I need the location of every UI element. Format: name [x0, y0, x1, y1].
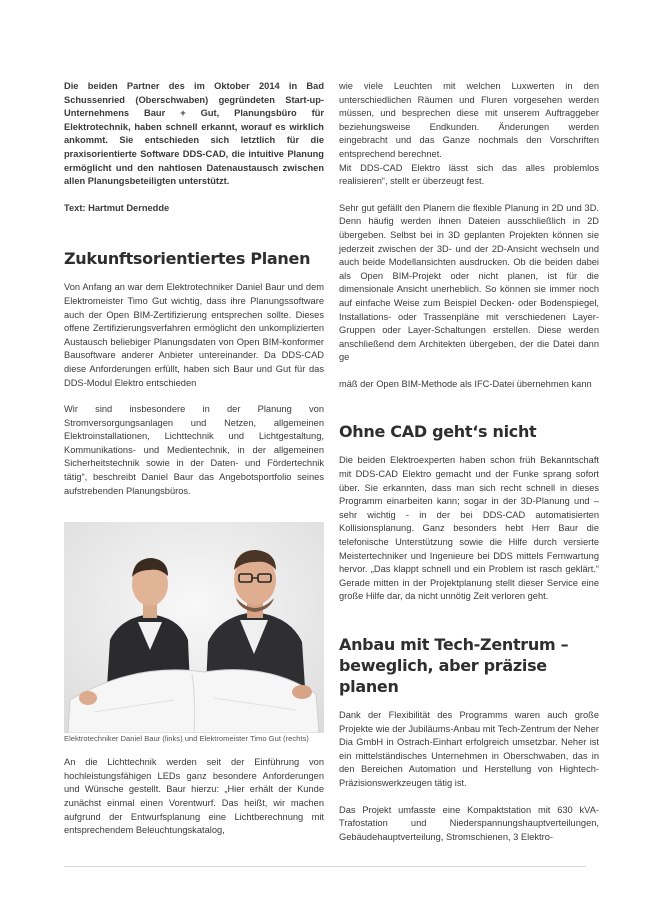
- body-paragraph: An die Lichttechnik werden seit der Einführung von hochleistungsfähigen LEDs ganz besondere Anforderungen und Wünsche gestellt. Baur hierzu: „Hier erhält der Kunde zunächst einmal einen Vorentwurf. Das heißt, wir machen aufgrund der Entwurfsplanung eine Lichtberechnung mit entsprechendem Beleuchtungskatalog,: [64, 757, 324, 836]
- right-column: [339, 80, 599, 844]
- heading-anbau-line1: Anbau mit Tech-Zentrum –: [339, 635, 569, 654]
- intro-paragraph: Die beiden Partner des im Oktober 2014 in Bad Schussenried (Oberschwaben) gegründeten Start-up-Unternehmens Baur + Gut, Planungsbüro für Elektrotechnik, haben schnell erkannt, worauf es wirklich ankommt. Sie entschieden sich letztlich für die praxisorientierte Software DDS-CAD, die intuitive Planung ermöglicht und den nahtlosen Datenaustausch zwischen allen Planungsbeteiligten unterstützt.: [64, 81, 324, 187]
- body-paragraph: Wir sind insbesondere in der Planung von Stromversorgungsanlagen und Netzen, allgemeinen Elektroinstallationen, Lichttechnik und Lichtgestaltung, Kommunikations- und Medientechnik, in der allgemeinen Sicherheitstechnik sowie in der Daten- und Fördertechnik tätig“, beschreibt Daniel Baur das Angebotsportfolio seines aufstrebenden Planungsbüros.: [64, 404, 324, 496]
- team-photo: [64, 522, 324, 733]
- team-photo-illustration: [64, 522, 324, 733]
- body-paragraph: Sehr gut gefällt den Planern die flexible Planung in 2D und 3D. Denn häufig werden ihnen Dateien ausschließlich in 2D übergeben. Selbst bei in 3D geplanten Projekten können sie jederzeit zwischen der 3D- und der 2D-Ansicht wechseln und auch beide Modellansichten ausdrucken. Ob die beiden dabei als Open BIM-Projekt oder nicht planen, ist für die dimensionale Ansicht unerheblich. So können sie immer noch auf einfache Weise zum Beispiel Decken- oder Bodenspiegel, Installations- oder Trassenpläne mit verschiedenen Layer-Gruppen oder Layer-Schaltungen erstellen. Diese werden anschließend dem Architekten übergeben, der die Datei dann ge: [339, 202, 599, 363]
- body-paragraph: wie viele Leuchten mit welchen Luxwerten in den unterschiedlichen Räumen und Fluren vorgesehen werden müssen, und besprechen diese mit unserem Auftraggeber beziehungsweise Endkunden. Änderungen werden eingebracht und das Ganze nochmals den Vorschriften entsprechend berechnet.: [339, 81, 599, 159]
- body-paragraph: Von Anfang an war dem Elektrotechniker Daniel Baur und dem Elektromeister Timo Gut wichtig, dass ihre Planungssoftware auch der Open BIM-Zertifizierung entsprechen sollte. Dieses offene Zertifizierungsverfahren ermöglicht den unkomplizierten Austausch beliebiger Planungsdaten von Open BIM-konformer Bausoftware anderer Anbieter untereinander. Da DDS-CAD diese Anforderungen erfüllt, haben sich Baur und Gut für das DDS-Modul Elektro entschieden: [64, 282, 324, 388]
- heading-anbau-line2: beweglich, aber präzise planen: [339, 656, 547, 696]
- body-paragraph: Mit DDS-CAD Elektro lässt sich das alles problemlos realisieren“, stellt er überzeugt fest.: [339, 162, 599, 187]
- body-paragraph: Die beiden Elektroexperten haben schon früh Bekanntschaft mit DDS-CAD Elektro gemacht und der Funke sprang sofort über. Sie erkannten, dass man sich recht schnell in dieses Programm einarbeiten kann; sogar in der 3D-Planung und – sehr wichtig - in der bei DDS-CAD automatisierten Kollisionsplanung. Ganz besonders hebt Herr Baur die telefonische Unterstützung sowie die Hilfe durch versierte Meistertechniker und Ingenieure bei DDS mittels Fernwartung hervor. „Das klappt schnell und ein Problem ist rasch geklärt.“ Gerade mitten in der Projektplanung stellt dieser Service eine große Hilfe dar, da nicht unnötig Zeit verloren geht.: [339, 455, 599, 602]
- heading-ohne-cad: Ohne CAD geht‘s nicht: [339, 422, 537, 442]
- footer-divider: [64, 866, 586, 867]
- body-paragraph: Das Projekt umfasste eine Kompaktstation mit 630 kVA-Trafostation und Niederspannungshauptverteilungen, Gebäudehauptverteilung, Stromschienen, 3 Elektro-: [339, 804, 599, 842]
- heading-zukunftsorientiertes-planen: Zukunftsorientiertes Planen: [64, 249, 311, 269]
- photo-caption: Elektrotechniker Daniel Baur (links) und Elektromeister Timo Gut (rechts): [64, 734, 309, 744]
- body-paragraph: Dank der Flexibilität des Programms waren auch große Projekte wie der Jubiläums-Anbau mit Tech-Zentrum der Neher Dia GmbH in Ostrach-Einhart erfolgreich umsetzbar. Neher ist ein mittelständisches Unternehmen in Oberschwaben, das in den Bereichen Automation und Herstellung von Hightech-Präzisionswerkzeugen tätig ist.: [339, 710, 599, 788]
- left-column: [64, 80, 324, 838]
- author-credit: Text: Hartmut Dernedde: [64, 202, 170, 213]
- body-paragraph: mäß der Open BIM-Methode als IFC-Datei übernehmen kann: [339, 378, 592, 389]
